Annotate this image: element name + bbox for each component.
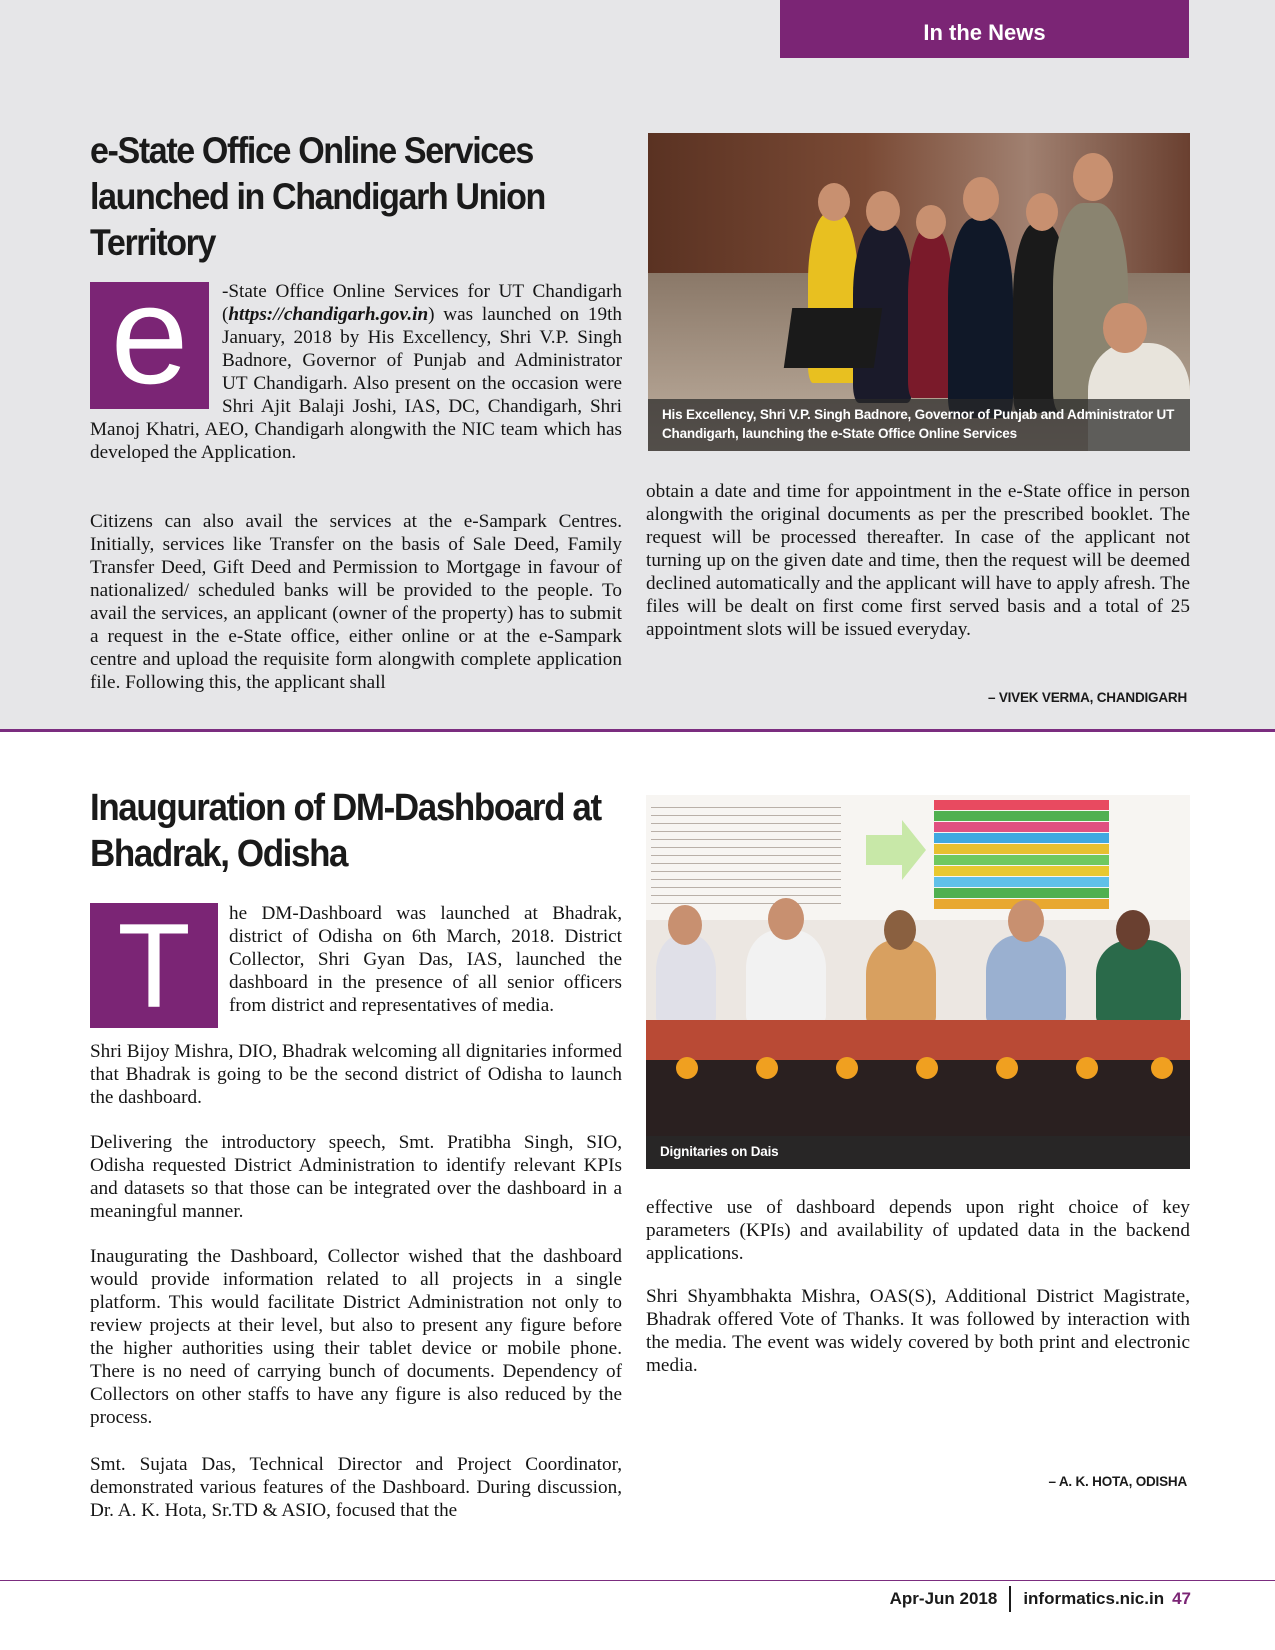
- article1-lead-post-text: ) was launched on 19th January, 2018 by His Excellency, Shri V.P. Singh Badnore, Governor of Punjab and Administrator UT Chandigarh. Also present on the occasion were Shri Ajit Balaji Joshi, IAS, DC, Chandigarh, Shri Manoj Khatri, AEO, Chandigarh alongwith the NIC team which has developed the Application.: [90, 304, 622, 463]
- banner-bar: [934, 855, 1109, 865]
- arrow-icon: [866, 820, 926, 880]
- article2-para2: Shri Bijoy Mishra, DIO, Bhadrak welcoming all dignitaries informed that Bhadrak is going to be the second district of Odisha to launch the dashboard.: [90, 1041, 622, 1108]
- person-figure: [986, 935, 1066, 1025]
- article1-lead-pre-text: -State Office Online Services for UT Chandigarh (: [222, 281, 622, 325]
- person-head: [818, 183, 850, 221]
- person-head: [1073, 153, 1113, 201]
- garland-flower: [1151, 1057, 1173, 1079]
- banner-bar: [934, 877, 1109, 887]
- person-head: [916, 205, 946, 239]
- article2-caption: Dignitaries on Dais: [646, 1136, 1190, 1169]
- footer-separator: [1009, 1586, 1011, 1612]
- laptop-icon: [784, 308, 882, 368]
- section-divider: [0, 729, 1275, 732]
- footer-site-link[interactable]: informatics.nic.in: [1023, 1589, 1165, 1608]
- article2-para5: Smt. Sujata Das, Technical Director and Project Coordinator, demonstrated various features of the Dashboard. During discussion, Dr. A. K. Hota, Sr.TD & ASIO, focused that the: [90, 1454, 622, 1521]
- article1-caption: His Excellency, Shri V.P. Singh Badnore, Governor of Punjab and Administrator UT Chandigarh, launching the e-State Office Online Services: [648, 399, 1190, 451]
- article1-para3: obtain a date and time for appointment in the e-State office in person alongwith the original documents as per the prescribed booklet. The request will be processed thereafter. In case of the applicant not turning up on the given date and time, then the request will be deemed declined automatically and the applicant will have to apply afresh. The files will be dealt on first come first served basis and a total of 25 appointment slots will be issued everyday.: [646, 481, 1190, 640]
- person-figure: [1096, 940, 1181, 1025]
- person-figure: [746, 930, 826, 1025]
- person-figure: [656, 935, 716, 1025]
- article2-lead: he DM-Dashboard was launched at Bhadrak, district of Odisha on 6th March, 2018. District Collector, Shri Gyan Das, IAS, launched the dashboard in the presence of all senior officers from district and representatives of media.: [229, 903, 622, 1016]
- person-head: [1026, 193, 1058, 231]
- article2-headline: Inauguration of DM-Dashboard at Bhadrak, Odisha: [90, 787, 601, 875]
- banner-bar: [934, 811, 1109, 821]
- page-footer: [890, 1585, 1191, 1613]
- person-head: [1116, 910, 1150, 950]
- person-figure: [866, 940, 936, 1025]
- article1-photo: [648, 133, 1190, 451]
- person-head: [1008, 900, 1044, 942]
- article1-para2: Citizens can also avail the services at the e-Sampark Centres. Initially, services like Transfer on the basis of Sale Deed, Family Transfer Deed, Gift Deed and Permission to Mortgage in favour of nationalized/ scheduled banks will be provided to the people. To avail the services, an applicant (owner of the property) has to submit a request in the e-State office, either online or at the e-Sampark centre and upload the requisite form alongwith complete application file. Following this, the applicant shall: [90, 511, 622, 693]
- article1-headline: e-State Office Online Services launched in Chandigarh Union Territory: [90, 130, 545, 263]
- banner-bar: [934, 833, 1109, 843]
- article1-url-inline[interactable]: https://chandigarh.gov.in: [228, 304, 429, 325]
- dropcap-spacer: [90, 280, 222, 414]
- footer-rule: [0, 1580, 1275, 1581]
- article1-lead-continued: [90, 280, 622, 464]
- footer-issue: Apr-Jun 2018: [889, 1589, 998, 1608]
- garland-flower: [916, 1057, 938, 1079]
- garland-flower: [1076, 1057, 1098, 1079]
- person-head: [866, 191, 900, 231]
- banner-bar: [934, 844, 1109, 854]
- banner-bar: [934, 800, 1109, 810]
- person-figure: [948, 218, 1013, 418]
- article2-byline: – A. K. HOTA, ODISHA: [1048, 1474, 1187, 1489]
- article2-photo: [646, 795, 1190, 1169]
- section-tab: In the News: [780, 0, 1189, 58]
- banner-bar: [934, 866, 1109, 876]
- photo-banner: [646, 795, 1190, 920]
- article1-byline: – VIVEK VERMA, CHANDIGARH: [987, 690, 1187, 705]
- article2-para7: Shri Shyambhakta Mishra, OAS(S), Additional District Magistrate, Bhadrak offered Vote of Thanks. It was followed by interaction with the media. The event was widely covered by both print and electronic media.: [646, 1286, 1190, 1376]
- article2-dropcap: T: [90, 903, 218, 1028]
- article2-para4: Inaugurating the Dashboard, Collector wished that the dashboard would provide information related to all projects in a single platform. This would facilitate District Administration not only to review projects at their level, but also to present any figure before the higher authorities using their tablet device or mobile phone. There is no need of carrying bunch of documents. Dependency of Collectors on other staffs to have any figure is also reduced by the process.: [90, 1246, 622, 1428]
- dais-table: [646, 1020, 1190, 1060]
- banner-text-block: [651, 800, 841, 910]
- person-head: [963, 177, 999, 221]
- article2-para6: effective use of dashboard depends upon right choice of key parameters (KPIs) and availability of updated data in the backend applications.: [646, 1197, 1190, 1264]
- page-number: 47: [1172, 1589, 1191, 1608]
- banner-bar: [934, 822, 1109, 832]
- garland-flower: [756, 1057, 778, 1079]
- person-head: [668, 905, 702, 945]
- article2-para3: Delivering the introductory speech, Smt. Pratibha Singh, SIO, Odisha requested District Administration to identify relevant KPIs and datasets so that those can be integrated over the dashboard in a meaningful manner.: [90, 1132, 622, 1222]
- person-head: [884, 910, 916, 950]
- person-head: [768, 898, 804, 940]
- person-figure: [908, 228, 953, 398]
- garland-flower: [836, 1057, 858, 1079]
- garland-flower: [676, 1057, 698, 1079]
- article1-dropcap: e: [90, 282, 209, 409]
- person-head: [1103, 303, 1147, 353]
- garland-flower: [996, 1057, 1018, 1079]
- banner-bar: [934, 888, 1109, 898]
